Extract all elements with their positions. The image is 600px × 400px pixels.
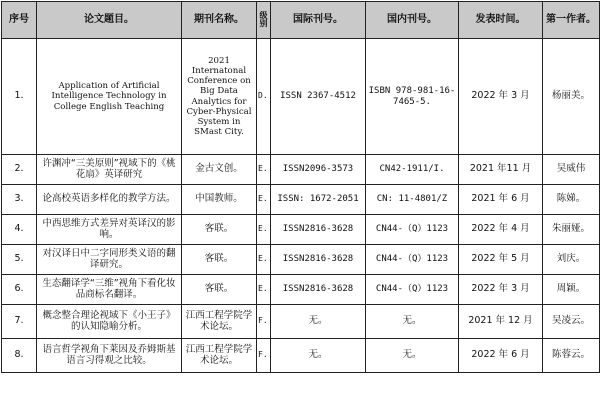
cell-title: Application of Artificial Intelligence Technology in College English Teaching xyxy=(37,39,182,155)
cell-level: D. xyxy=(257,39,271,155)
header-level: 级别 xyxy=(257,2,271,39)
table-row xyxy=(2,245,600,275)
cell-author: 刘庆。 xyxy=(543,245,600,275)
cell-title: 生态翻译学“三维”视角下看化妆品商标名翻译。 xyxy=(37,275,182,305)
header-author: 第一作者。 xyxy=(543,2,600,39)
header-title: 论文题目。 xyxy=(37,2,182,39)
cell-issn: 无。 xyxy=(271,339,366,373)
cell-author: 朱丽娅。 xyxy=(543,215,600,245)
cell-issn: ISSN2816-3628 xyxy=(271,275,366,305)
cell-author: 陈蓉云。 xyxy=(543,339,600,373)
header-seq: 序号 xyxy=(2,2,37,39)
cell-author: 杨丽美。 xyxy=(543,39,600,155)
cell-date: 2022 年 5 月 xyxy=(459,245,543,275)
cell-date: 2022 年 6 月 xyxy=(459,339,543,373)
cell-cn: CN: 11-4801/Z xyxy=(366,185,459,215)
cell-seq: 6. xyxy=(2,275,37,305)
cell-title: 概念整合理论视域下《小王子》的认知隐喻分析。 xyxy=(37,305,182,339)
cell-date: 2022 年 3 月 xyxy=(459,39,543,155)
cell-level: E. xyxy=(257,185,271,215)
cell-issn: 无。 xyxy=(271,305,366,339)
cell-title: 中西思维方式差异对英译汉的影响。 xyxy=(37,215,182,245)
cell-date: 2021 年 12 月 xyxy=(459,305,543,339)
cell-journal: 客联。 xyxy=(182,245,257,275)
cell-seq: 8. xyxy=(2,339,37,373)
cell-title: 对汉译日中二字同形类义语的翻译研究。 xyxy=(37,245,182,275)
cell-seq: 2. xyxy=(2,155,37,185)
cell-issn: ISSN2816-3628 xyxy=(271,245,366,275)
cell-issn: ISSN 2367-4512 xyxy=(271,39,366,155)
table-row xyxy=(2,305,600,339)
cell-date: 2022 年 3 月 xyxy=(459,275,543,305)
cell-cn: CN44-（Q）1123 xyxy=(366,215,459,245)
cell-issn: ISSN2096-3573 xyxy=(271,155,366,185)
cell-date: 2021 年 6 月 xyxy=(459,185,543,215)
cell-cn: 无。 xyxy=(366,305,459,339)
cell-author: 陈娣。 xyxy=(543,185,600,215)
cell-author: 吴威伟 xyxy=(543,155,600,185)
cell-seq: 5. xyxy=(2,245,37,275)
cell-cn: CN44-（Q）1123 xyxy=(366,245,459,275)
cell-journal: 中国教师。 xyxy=(182,185,257,215)
cell-seq: 1. xyxy=(2,39,37,155)
cell-journal: 金古文创。 xyxy=(182,155,257,185)
header-date: 发表时间。 xyxy=(459,2,543,39)
cell-journal: 客联。 xyxy=(182,215,257,245)
cell-level: E. xyxy=(257,275,271,305)
cell-cn: 无。 xyxy=(366,339,459,373)
cell-author: 周颖。 xyxy=(543,275,600,305)
cell-cn: CN42-1911/I. xyxy=(366,155,459,185)
table-row xyxy=(2,339,600,373)
cell-date: 2022 年 4 月 xyxy=(459,215,543,245)
cell-cn: CN44-（Q）1123 xyxy=(366,275,459,305)
cell-author: 吴凌云。 xyxy=(543,305,600,339)
cell-level: F. xyxy=(257,305,271,339)
cell-issn: ISSN2816-3628 xyxy=(271,215,366,245)
header-cn: 国内刊号。 xyxy=(366,2,459,39)
header-issn: 国际刊号。 xyxy=(271,2,366,39)
cell-seq: 7. xyxy=(2,305,37,339)
table-row xyxy=(2,185,600,215)
cell-journal: 客联。 xyxy=(182,275,257,305)
cell-issn: ISSN: 1672-2051 xyxy=(271,185,366,215)
papers-table xyxy=(1,1,600,373)
table-row xyxy=(2,275,600,305)
header-journal: 期刊名称。 xyxy=(182,2,257,39)
cell-level: F. xyxy=(257,339,271,373)
cell-journal: 2021 Internatonal Conference on Big Data Analytics for Cyber-Physical System in SMast City. xyxy=(182,39,257,155)
cell-journal: 江西工程学院学术论坛。 xyxy=(182,305,257,339)
cell-level: E. xyxy=(257,245,271,275)
table-row xyxy=(2,215,600,245)
cell-seq: 4. xyxy=(2,215,37,245)
cell-title: 语言哲学视角下莱因及乔姆斯基语言习得观之比较。 xyxy=(37,339,182,373)
table-row xyxy=(2,39,600,155)
header-row xyxy=(2,2,600,39)
cell-journal: 江西工程学院学术论坛。 xyxy=(182,339,257,373)
cell-level: E. xyxy=(257,155,271,185)
cell-seq: 3. xyxy=(2,185,37,215)
table-row xyxy=(2,155,600,185)
cell-title: 论高校英语多样化的教学方法。 xyxy=(37,185,182,215)
cell-date: 2021 年11 月 xyxy=(459,155,543,185)
cell-title: 许渊冲“三美原则”视域下的《桃花扇》英译研究 xyxy=(37,155,182,185)
cell-level: E. xyxy=(257,215,271,245)
cell-cn: ISBN 978-981-16-7465-5. xyxy=(366,39,459,155)
